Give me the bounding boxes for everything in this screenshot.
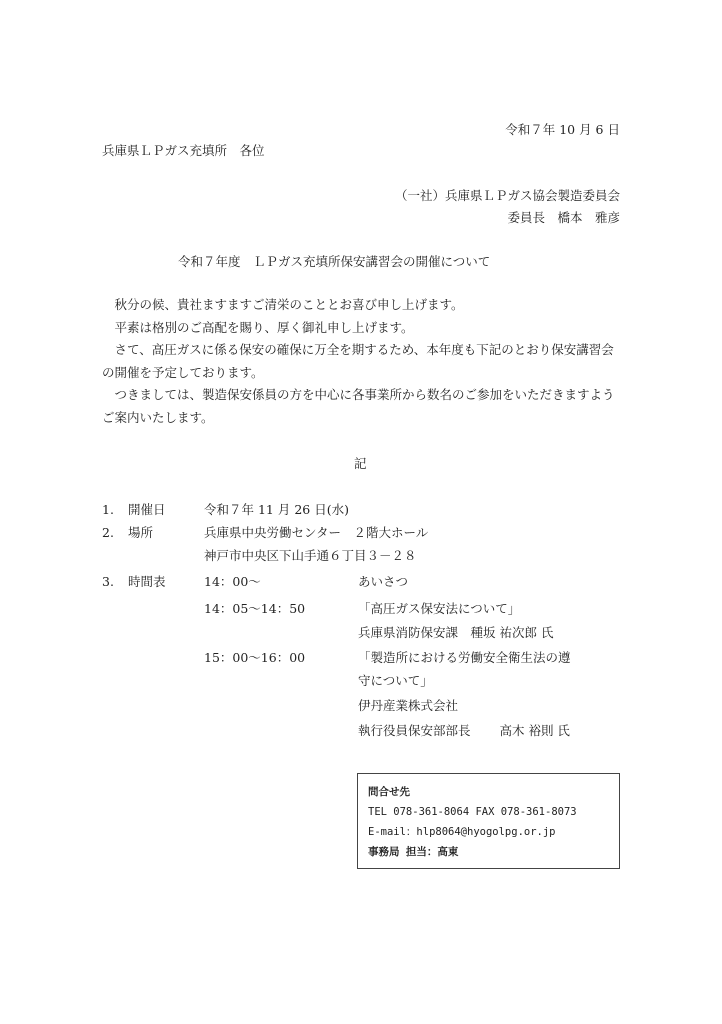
item-number: 2. xyxy=(102,525,114,540)
schedule-time: 14：05～14：50 xyxy=(204,601,306,616)
item-number: 3. xyxy=(102,574,114,589)
contact-box xyxy=(357,773,620,869)
schedule-time: 15：00～16：00 xyxy=(204,650,306,665)
venue-address: 神戸市中央区下山手通６丁目３－２８ xyxy=(204,548,417,563)
schedule-speaker-company: 伊丹産業株式会社 xyxy=(358,698,459,713)
item-label-venue: 場所 xyxy=(128,525,154,540)
body-paragraph: 秋分の候、貴社ますますご清栄のこととお喜び申し上げます。 xyxy=(114,297,464,312)
event-date: 令和７年 11 月 26 日(水) xyxy=(204,502,349,517)
schedule-speaker: 執行役員保安部部長 高木 裕則 氏 xyxy=(358,723,570,738)
contact-email: E-mail：hlp8064@hyogolpg.or.jp xyxy=(368,826,556,838)
body-paragraph: つきましては、製造保安係員の方を中心に各事業所から数名のご参加をいただきますようご案内いたします。 xyxy=(102,387,615,425)
item-number: 1. xyxy=(102,502,114,517)
body-paragraph: 平素は格別のご高配を賜り、厚く御礼申し上げます。 xyxy=(114,319,414,335)
schedule-item: 「高圧ガス保安法について」 xyxy=(358,601,521,616)
venue-name: 兵庫県中央労働センター ２階大ホール xyxy=(204,525,429,540)
schedule-item: 守について」 xyxy=(358,673,433,688)
sender-organization: （一社）兵庫県ＬＰガス協会製造委員会 xyxy=(394,188,620,203)
document-date: 令和７年 10 月 6 日 xyxy=(505,122,620,137)
schedule-speaker: 兵庫県消防保安課 種坂 祐次郎 氏 xyxy=(358,625,554,640)
schedule-time: 14：00～ xyxy=(204,574,261,589)
addressee: 兵庫県ＬＰガス充填所 各位 xyxy=(102,143,265,158)
body-paragraph: さて、高圧ガスに係る保安の確保に万全を期するため、本年度も下記のとおり保安講習会の開催を予定しております。 xyxy=(102,342,614,380)
contact-heading: 問合せ先 xyxy=(368,786,410,798)
sender-name: 委員長 橋本 雅彦 xyxy=(507,210,620,225)
body-text xyxy=(102,294,622,429)
contact-office: 事務局 担当：高東 xyxy=(368,846,459,858)
ki-heading: 記 xyxy=(354,456,367,471)
item-label-date: 開催日 xyxy=(128,502,166,517)
schedule-item: あいさつ xyxy=(358,574,409,589)
schedule-item: 「製造所における労働安全衛生法の遵 xyxy=(358,650,571,665)
document-title: 令和７年度 ＬＰガス充填所保安講習会の開催について xyxy=(178,254,491,269)
item-label-schedule: 時間表 xyxy=(128,574,166,589)
contact-tel-fax: TEL 078-361-8064 FAX 078-361-8073 xyxy=(368,806,577,818)
